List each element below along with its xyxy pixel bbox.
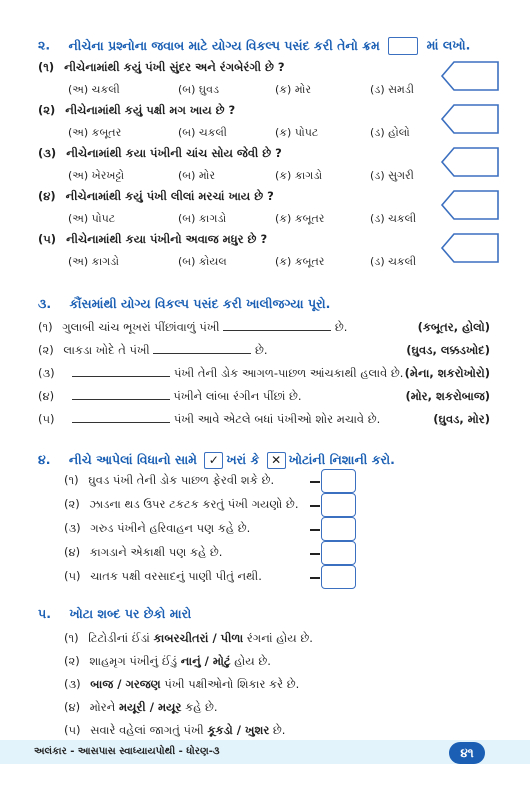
true-false-box-5[interactable] <box>321 565 356 589</box>
answer-box-5[interactable] <box>440 230 500 266</box>
item-text-end: છે. <box>255 343 268 357</box>
blank-field[interactable] <box>72 412 170 423</box>
statement-3 <box>64 521 250 536</box>
item-number: (૫) <box>38 412 55 426</box>
question-number: (૩) <box>38 146 57 160</box>
option-a[interactable]: (અ) કબૂતર <box>68 126 122 139</box>
section3-title: કૌંસમાંથી યોગ્ય વિકલ્પ પસંદ કરી ખાલીજગ્યા પૂરો. <box>69 296 331 311</box>
item-text-end: પંખી આવે એટલે બધાં પંખીઓ શોર મચાવે છે. <box>173 412 381 426</box>
section2-heading <box>38 37 470 55</box>
option-a[interactable]: (અ) પોપટ <box>68 212 116 225</box>
true-false-box-3[interactable] <box>321 517 356 541</box>
statement-text: ઘુવડ પંખી તેની ડોક પાછળ ફેરવી શકે છે. <box>88 473 275 487</box>
question-number: (૪) <box>38 189 56 203</box>
fill-item-5 <box>38 412 380 427</box>
true-false-box-2[interactable] <box>321 493 356 517</box>
question-text: નીચેનામાંથી કયું પક્ષી મગ ખાય છે ? <box>65 103 236 117</box>
option-b[interactable]: (બ) કાગડો <box>178 212 227 225</box>
item-number: (૧) <box>64 631 79 645</box>
dash <box>310 505 320 507</box>
section5-number: ૫. <box>38 606 51 621</box>
item-text: લાકડા ખોદે તે પંખી <box>63 343 150 357</box>
blank-field[interactable] <box>72 366 170 377</box>
item-number: (૪) <box>38 389 55 403</box>
word-choice-2[interactable]: મોટું <box>212 654 231 668</box>
question-text: નીચેનામાંથી કયા પંખીની ચાંચ સોય જેવી છે ? <box>66 146 282 160</box>
word-choice-1[interactable]: નાનું <box>180 654 201 668</box>
section4-number: ૪. <box>38 452 51 467</box>
question-4 <box>38 189 274 204</box>
option-b[interactable]: (બ) ચકલી <box>178 126 227 139</box>
item-number: (૩) <box>38 366 55 380</box>
question-number: (૨) <box>38 103 56 117</box>
word-choice-1[interactable]: બાજ <box>90 677 114 691</box>
section3-heading <box>38 296 330 312</box>
option-d[interactable]: (ડ) સમડી <box>370 83 414 96</box>
section4-heading <box>38 452 395 469</box>
true-false-box-1[interactable] <box>321 469 356 493</box>
hint: (મેના, શકરોખોરો) <box>404 366 490 380</box>
hint: (કબૂતર, હોલો) <box>417 320 490 334</box>
option-c[interactable]: (ક) કબૂતર <box>275 212 325 225</box>
item-number: (૨) <box>38 343 54 357</box>
item-text: મોરને <box>89 700 119 714</box>
strike-item-2 <box>64 654 271 669</box>
option-b[interactable]: (બ) કોયલ <box>178 255 227 268</box>
item-number: (૫) <box>64 569 81 583</box>
word-choice-1[interactable]: કાબરચીતરાં <box>153 631 209 645</box>
strike-item-1 <box>64 631 313 646</box>
option-c[interactable]: (ક) મોર <box>275 83 312 96</box>
statement-text: ઝાડના થડ ઉપર ટકટક કરતું પંખી ગયણો છે. <box>89 497 299 511</box>
question-number: (૫) <box>38 232 57 246</box>
dash <box>310 577 320 579</box>
word-choice-1[interactable]: કૂકડો <box>207 723 233 737</box>
question-text: નીચેનામાંથી કયું પંખી સુંદર અને રંગબેરંગી છે ? <box>64 60 285 74</box>
item-number: (૧) <box>38 320 53 334</box>
fill-item-3 <box>38 366 403 381</box>
statement-text: કાગડાને એકાક્ષી પણ કહે છે. <box>89 545 223 559</box>
answer-box-1[interactable] <box>440 58 500 94</box>
answer-box-4[interactable] <box>440 187 500 223</box>
item-text: સવારે વહેલાં જાગતું પંખી <box>90 723 208 737</box>
option-c[interactable]: (ક) પોપટ <box>275 126 319 139</box>
dash <box>310 481 320 483</box>
separator: / <box>145 700 158 714</box>
dash <box>310 529 320 531</box>
item-text-end: હોય છે. <box>230 654 271 668</box>
page-number: ૪૧ <box>449 742 485 764</box>
question-5 <box>38 232 267 247</box>
option-d[interactable]: (ડ) ચકલી <box>370 212 417 225</box>
item-number: (૩) <box>64 521 81 535</box>
option-b[interactable]: (બ) મોર <box>178 169 216 182</box>
section5-title: ખોટા શબ્દ પર છેકો મારો <box>69 606 192 621</box>
option-b[interactable]: (બ) ઘુવડ <box>178 83 219 96</box>
fill-item-1 <box>38 320 347 335</box>
item-number: (૪) <box>64 545 81 559</box>
blank-field[interactable] <box>72 389 170 400</box>
separator: / <box>113 677 126 691</box>
section3-number: ૩. <box>38 296 52 311</box>
item-text-end: રંગનાં હોય છે. <box>243 631 313 645</box>
hint: (મોર, શકરોબાજ) <box>405 389 490 403</box>
section4-title-end: ખોટાંની નિશાની કરો. <box>288 452 395 467</box>
answer-order-box-icon <box>388 37 418 55</box>
word-choice-1[interactable]: મયૂરી <box>118 700 146 714</box>
blank-field[interactable] <box>223 320 331 331</box>
question-text: નીચેનામાંથી કયા પંખીનો અવાજ મધુર છે ? <box>66 232 268 246</box>
statement-1 <box>64 473 274 488</box>
item-text: ટિટોડીનાં ઈંડાં <box>88 631 154 645</box>
strike-item-3 <box>64 677 299 692</box>
item-number: (૨) <box>64 654 80 668</box>
answer-box-3[interactable] <box>440 144 500 180</box>
question-number: (૧) <box>38 60 55 74</box>
option-a[interactable]: (અ) ચકલી <box>68 83 120 96</box>
item-number: (૧) <box>64 473 79 487</box>
hint: (ઘુવડ, મોર) <box>433 412 490 426</box>
statement-5 <box>64 569 262 584</box>
option-c[interactable]: (ક) કબૂતર <box>275 255 325 268</box>
question-3 <box>38 146 282 161</box>
separator: / <box>208 631 221 645</box>
option-a[interactable]: (અ) કાગડો <box>68 255 119 268</box>
item-text-end: પંખીને લાંબા રંગીન પીંછાં છે. <box>173 389 302 403</box>
separator: / <box>232 723 245 737</box>
item-text-end: પંખી પક્ષીઓનો શિકાર કરે છે. <box>160 677 300 691</box>
answer-box-2[interactable] <box>440 101 500 137</box>
fill-item-2 <box>38 343 268 358</box>
section2-title-end: માં લખો. <box>426 37 471 53</box>
question-text: નીચેનામાંથી કયું પંખી લીલાં મરચાં ખાય છે ? <box>65 189 274 203</box>
item-text-end: છે. <box>269 723 286 737</box>
hint: (ઘુવડ, લક્કડખોદ) <box>406 343 490 357</box>
option-d[interactable]: (ડ) સુગરી <box>370 169 414 182</box>
strike-item-4 <box>64 700 218 715</box>
section4-title-mid: ખરાં કે <box>226 452 260 467</box>
footer-text: અલંકાર - આસપાસ સ્વાધ્યાયપોથી - ધોરણ-૩ <box>34 746 220 757</box>
word-choice-2[interactable]: ગરજણ <box>125 677 161 691</box>
word-choice-2[interactable]: ખુશર <box>245 723 270 737</box>
separator: / <box>200 654 213 668</box>
option-d[interactable]: (ડ) ચકલી <box>370 255 417 268</box>
word-choice-2[interactable]: પીળા <box>220 631 244 645</box>
option-a[interactable]: (અ) ખેરખટ્ટો <box>68 169 125 182</box>
strike-item-5 <box>64 723 285 738</box>
statement-text: ચાતક પક્ષી વરસાદનું પાણી પીતું નથી. <box>90 569 262 583</box>
item-number: (૩) <box>64 677 81 691</box>
section2-number: ૨. <box>38 37 51 53</box>
section5-heading <box>38 606 191 622</box>
item-text: શાહમૃગ પંખીનું ઈંડું <box>89 654 181 668</box>
item-text-end: કહે છે. <box>181 700 218 714</box>
item-number: (૨) <box>64 497 80 511</box>
true-false-box-4[interactable] <box>321 541 356 565</box>
question-2 <box>38 103 235 118</box>
item-text-end: પંખી તેની ડોક આગળ-પાછળ આંચકાથી હલાવે છે. <box>173 366 404 380</box>
statement-text: ગરુડ પંખીને હરિવાહન પણ કહે છે. <box>90 521 251 535</box>
cross-icon: ✕ <box>267 452 286 469</box>
item-text: ગુલાબી ચાંચ ભૂખરાં પીંછાંવાળું પંખી <box>62 320 220 334</box>
section2-title: નીચેના પ્રશ્નોના જવાબ માટે યોગ્ય વિકલ્પ પસંદ કરી તેનો ક્રમ <box>68 37 380 53</box>
fill-item-4 <box>38 389 302 404</box>
statement-2 <box>64 497 298 512</box>
item-number: (૫) <box>64 723 81 737</box>
item-number: (૪) <box>64 700 81 714</box>
option-d[interactable]: (ડ) હોલો <box>370 126 410 139</box>
statement-4 <box>64 545 222 560</box>
question-1 <box>38 60 285 75</box>
check-icon: ✓ <box>204 452 223 469</box>
option-c[interactable]: (ક) કાગડો <box>275 169 323 182</box>
section4-title: નીચે આપેલાં વિધાનો સામે <box>68 452 197 467</box>
blank-field[interactable] <box>153 343 251 354</box>
item-text-end: છે. <box>334 320 348 334</box>
word-choice-2[interactable]: મયૂર <box>157 700 182 714</box>
dash <box>310 553 320 555</box>
